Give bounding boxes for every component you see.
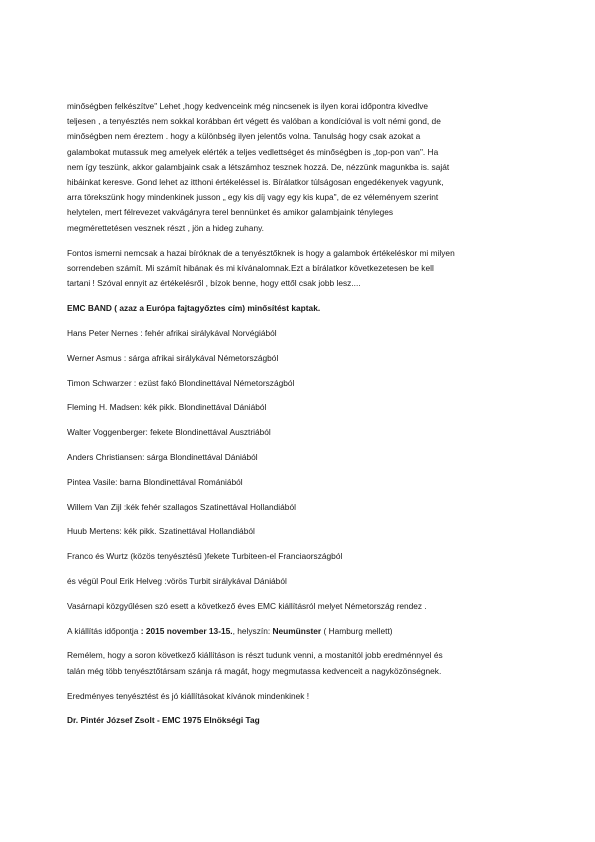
- winner-item: Huub Mertens: kék pikk. Szatinettával Hollandiából: [67, 526, 255, 537]
- text-line: hibáinkat keresve. Gond lehet az itthoni értékeléssel is. Bírálatkor túlságosan engedékenyek vagyunk,: [67, 177, 444, 188]
- exhibition-middle: , helyszín:: [232, 625, 273, 636]
- text-line: sorrendeben számít. Mi számít hibának és mi kívánalomnak.Ezt a bírálatkor következetesen be kell: [67, 262, 434, 273]
- exhibition-suffix: ( Hamburg mellett): [321, 625, 393, 636]
- text-line: minőségben nem éreztem . hogy a különbség ilyen jelentős volna. Tanulság hogy csak azokat a: [67, 131, 421, 142]
- text-line: Fontos ismerni nemcsak a hazai bíróknak de a tenyésztőknek is hogy a galambok értékeléskor mi milyen: [67, 247, 455, 258]
- winner-item: Pintea Vasile: barna Blondinettával Romániából: [67, 476, 243, 487]
- exhibition-place: Neumünster: [272, 625, 322, 636]
- text-line: nem így teszünk, akkor galambjaink csak a létszámhoz tesznek hozzá. De, nézzünk magunkba is. saját: [67, 161, 450, 172]
- text-line: helytelen, mert félrevezet vakvágányra terel bennünket és amikor galambjaink tényleges: [67, 207, 394, 218]
- paragraph-hope: [67, 648, 537, 678]
- exhibition-date: : 2015 november 13-15.: [140, 625, 233, 636]
- text-line: galambokat mutassuk meg amelyek elérték a teljes vedlettséget és minőségben is „top-pon van". Ha: [67, 146, 439, 157]
- paragraph-quality-lesson: [67, 99, 537, 236]
- winner-item: és végül Poul Erik Helveg :vörös Turbit sirálykával Dániából: [67, 576, 287, 586]
- text-line: teljesen , a tenyésztés nem sokkal korábban ért végett és valóban a kondícióval is volt némi gond, de: [67, 116, 441, 127]
- exhibition-info: [67, 624, 537, 639]
- text-line: megmérettetésen vesznek részt , jön a hideg zuhany.: [67, 222, 264, 233]
- text-line: talán még több tenyésztőtársam szánja rá magát, hogy megmutassa kedvenceit a nagyközönségnek.: [67, 665, 442, 676]
- emc-band-heading: EMC BAND ( azaz a Európa fajtagyőztes cím) minősítést kaptak.: [67, 303, 321, 314]
- winner-item: Willem Van Zijl :kék fehér szallagos Szatinettával Hollandiából: [67, 501, 296, 512]
- closing-wish: Eredményes tenyésztést és jó kiállításokat kívánok mindenkinek !: [67, 690, 310, 701]
- winner-item: Anders Christiansen: sárga Blondinettával Dániából: [67, 452, 258, 463]
- text-line: tartani ! Szóval ennyit az értékelésről , bízok benne, hogy ettől csak jobb lesz....: [67, 278, 361, 289]
- text-line: Remélem, hogy a soron következő kiállításon is részt tudunk venni, a mostanitól jobb eredménnyel és: [67, 650, 443, 661]
- text-line: arra törekszünk hogy mindenkinek jusson „ egy kis díj vagy egy kis kupa", de ez véleményem szerint: [67, 192, 439, 203]
- winner-item: Walter Voggenberger: fekete Blondinettával Ausztriából: [67, 427, 271, 438]
- meeting-note: Vasárnapi közgyűlésen szó esett a következő éves EMC kiállításról melyet Németország rendez .: [67, 600, 427, 611]
- winner-item: Franco és Wurtz (közös tenyésztésű )fekete Turbiteen-el Franciaországból: [67, 551, 343, 562]
- paragraph-judging: [67, 246, 537, 292]
- signature: Dr. Pintér József Zsolt - EMC 1975 Elnökségi Tag: [67, 715, 260, 726]
- winner-item: Fleming H. Madsen: kék pikk. Blondinettával Dániából: [67, 402, 267, 413]
- winner-item: Hans Peter Nernes : fehér afrikai sirálykával Norvégiából: [67, 328, 277, 339]
- text-line: minőségben felkészítve" Lehet ,hogy kedvenceink még nincsenek is ilyen korai időpontra kivedlve: [67, 101, 429, 111]
- winner-item: Werner Asmus : sárga afrikai sirálykával Németországból: [67, 352, 279, 363]
- winner-item: Timon Schwarzer : ezüst fakó Blondinettával Németországból: [67, 377, 295, 388]
- exhibition-prefix: A kiállítás időpontja: [67, 625, 141, 636]
